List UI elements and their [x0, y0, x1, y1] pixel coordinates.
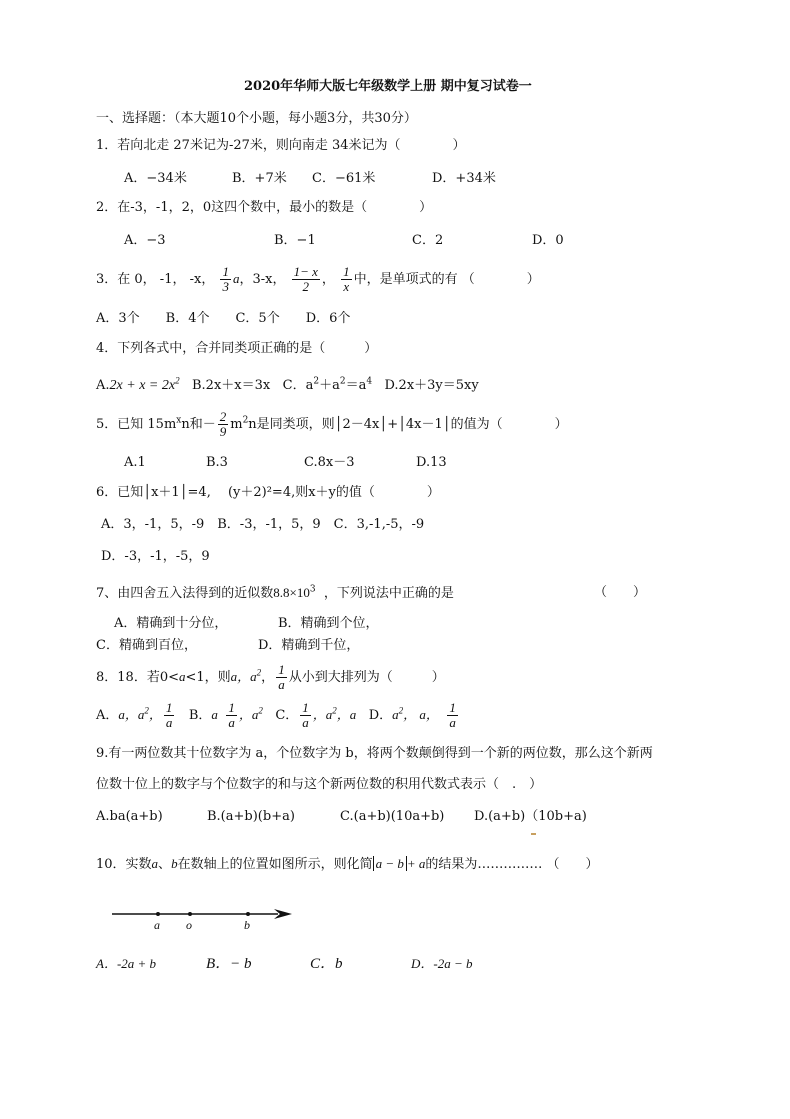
q5-option-a: A.1: [124, 455, 146, 470]
q8-pre: 8．18．若0<: [96, 670, 179, 685]
q10-pre: 10．实数: [96, 857, 152, 872]
q8-post: 从小到大排列为（ ）: [288, 670, 445, 685]
q7-answer-paren: （ ）: [594, 585, 647, 600]
q5-option-d: D.13: [416, 455, 447, 470]
q9-option-c: C.(a+b)(10a+b): [340, 809, 445, 824]
q10-var-b: b: [171, 856, 178, 871]
q10-option-b: B．− b: [206, 956, 252, 972]
q3-f3-num: 1: [343, 264, 350, 279]
q3-sep: ，: [321, 272, 335, 287]
q1-option-b: B．+7米: [232, 171, 287, 186]
q3-prefix: 3．在 0， -1， -x，: [96, 272, 215, 287]
q10-option-d: D．-2a − b: [411, 956, 473, 971]
q3-var-a: a: [232, 271, 240, 286]
q3-fraction-1-3: [220, 265, 231, 294]
q4-c-sup3: 4: [366, 376, 373, 387]
q8-sep: ，: [261, 670, 275, 685]
label-a: a: [154, 918, 160, 932]
q2-option-a: A．−3: [124, 233, 166, 248]
question-10-stem: [96, 855, 599, 874]
q2-option-c: C．2: [412, 233, 444, 248]
q8-option-a-label: A．: [96, 708, 119, 723]
question-1-stem: 1．若向北走 27米记为-27米，则向南走 34米记为（ ）: [96, 138, 466, 153]
q8-list: a，a: [230, 669, 257, 684]
label-o: o: [186, 918, 192, 932]
q3-f1-den: 3: [222, 279, 229, 294]
q5-post2: n是同类项，则│2－4x│+│4x－1│的值为（ ）: [248, 417, 568, 432]
q5-sup-2: 2: [242, 415, 249, 426]
q4-option-d: D.2x＋3y＝5xy: [384, 378, 479, 393]
q5-fraction: [218, 410, 229, 439]
q8-sup: 2: [256, 667, 262, 678]
q8-mid: <1，则: [185, 670, 231, 685]
question-6-stem: 6．已知│x＋1│=4, (y＋2)²=4,则x＋y的值（ ）: [96, 485, 440, 500]
q6-options-line-2: D．-3，-1，-5，9: [101, 549, 210, 564]
q5-sup-x: x: [176, 415, 182, 426]
q8-var-a: a: [178, 669, 186, 684]
q10-plus-a: + a: [406, 856, 426, 871]
q8-options: A．a，$a^2$， $\frac{1}{a}$ B．a $\frac{1}{a}$ ，$a^2$ C． $\frac{1}{a}$ ，$a^2$，a D．$a^2$， a， $\frac{1}{a}$: [96, 700, 456, 730]
question-8-stem: [96, 660, 445, 695]
label-b: b: [244, 918, 250, 932]
q6-options-line-1: A．3，-1，5，-9 B．-3，-1，5，9 C．3,-1,-5，-9: [101, 517, 425, 532]
q3-f2-den: 2: [302, 279, 309, 294]
q1-option-a: A．−34米: [124, 171, 187, 186]
q10-mid: 在数轴上的位置如图所示，则化简: [177, 857, 373, 872]
q4-option-b: B.2x＋x＝3x: [191, 378, 271, 393]
q5-mid: n和－: [181, 417, 216, 432]
q7-option-d: D．精确到千位，: [258, 638, 360, 653]
q8-fraction: [276, 663, 287, 692]
section-heading: 一、选择题：（本大题10个小题，每小题3分，共30分）: [96, 111, 417, 126]
q5-frac-num: 2: [219, 409, 227, 424]
point-b: [246, 912, 250, 916]
q7-option-a: A．精确到十分位，: [114, 616, 228, 631]
q9-option-a: A.ba(a+b): [96, 809, 163, 824]
q10-abs-expression: a − b: [373, 856, 407, 871]
q4-option-a-sup: 2: [175, 375, 180, 386]
q3-f3-den: x: [343, 279, 350, 294]
question-9-line-1: 9.有一两位数其十位数字为 a，个位数字为 b，将两个数颠倒得到一个新的两位数，那么这个新两: [96, 746, 653, 761]
q3-f1-num: 1: [222, 264, 229, 279]
q1-option-c: C．−61米: [312, 171, 376, 186]
point-o: [188, 912, 192, 916]
q5-pre: 5．已知 15m: [96, 417, 177, 432]
q8-frac-num: 1: [278, 662, 285, 677]
q8-option-b-label: B．: [188, 708, 212, 723]
q10-var-a: a: [151, 856, 159, 871]
q7-option-c: C．精确到百位，: [96, 638, 197, 653]
q4-options: [96, 377, 479, 395]
q3-post: 中，是单项式的有 （ ）: [353, 272, 540, 287]
q4-option-c-mid: ＋a: [319, 378, 340, 393]
q9-option-b: B.(a+b)(b+a): [207, 809, 295, 824]
q5-option-c: C.8x－3: [304, 455, 355, 470]
page-title: 2020年华师大版七年级数学上册 期中复习试卷一: [244, 79, 532, 94]
q2-option-b: B．−1: [274, 233, 316, 248]
q3-fraction-1-over-x: [341, 265, 352, 294]
q4-option-a-label: A.: [96, 378, 110, 393]
q4-option-a-math: 2x + x = 2x: [109, 378, 176, 393]
q4-option-c-pre: C．a: [282, 378, 314, 393]
q7-post: ，下列说法中正确的是: [323, 586, 454, 601]
q7-option-b: B．精确到个位，: [278, 616, 379, 631]
question-5-stem: [96, 408, 568, 442]
q1-option-d: D．+34米: [432, 171, 496, 186]
q10-option-c: C．b: [310, 956, 343, 972]
q4-c-sup1: 2: [313, 376, 320, 387]
q5-frac-den: 9: [219, 424, 227, 439]
q3-fraction-1-minus-x-over-2: [292, 265, 320, 294]
question-3-stem: [96, 262, 540, 297]
q10-option-a: A．-2a + b: [96, 956, 157, 971]
q8-option-c-label: C．: [275, 708, 299, 723]
q7-sup: 3: [309, 584, 316, 595]
q3-mid: ，3-x，: [239, 272, 286, 287]
q7-pre: 7、由四舍五入法得到的近似数: [96, 586, 274, 601]
q5-option-b: B.3: [206, 455, 228, 470]
question-2-stem: 2．在-3，-1，2，0这四个数中，最小的数是（ ）: [96, 200, 433, 215]
q2-option-d: D．0: [532, 233, 564, 248]
q10-sep: 、: [158, 857, 172, 872]
q8-option-d-label: D．: [368, 708, 393, 723]
q3-options: A．3个 B．4个 C．5个 D．6个: [96, 311, 351, 326]
point-a: [156, 912, 160, 916]
q5-post: m: [230, 417, 243, 432]
q7-number: 8.8×10: [273, 585, 310, 600]
stray-mark: [531, 833, 536, 835]
question-4-stem: 4．下列各式中，合并同类项正确的是（ ）: [96, 341, 378, 356]
q10-post: 的结果为…………… （ ）: [425, 857, 599, 872]
q8-frac-den: a: [278, 677, 285, 692]
q4-c-sup2: 2: [339, 376, 346, 387]
q4-option-c-eq: ＝a: [345, 378, 367, 393]
number-line-figure: [108, 900, 308, 940]
q9-option-d: D.(a+b)（10b+a): [474, 809, 587, 824]
question-7-stem: [96, 584, 454, 603]
question-9-line-2: 位数十位上的数字与个位数字的和与这个新两位数的积用代数式表示（ . ）: [96, 777, 543, 792]
q3-f2-num: 1− x: [293, 264, 318, 279]
